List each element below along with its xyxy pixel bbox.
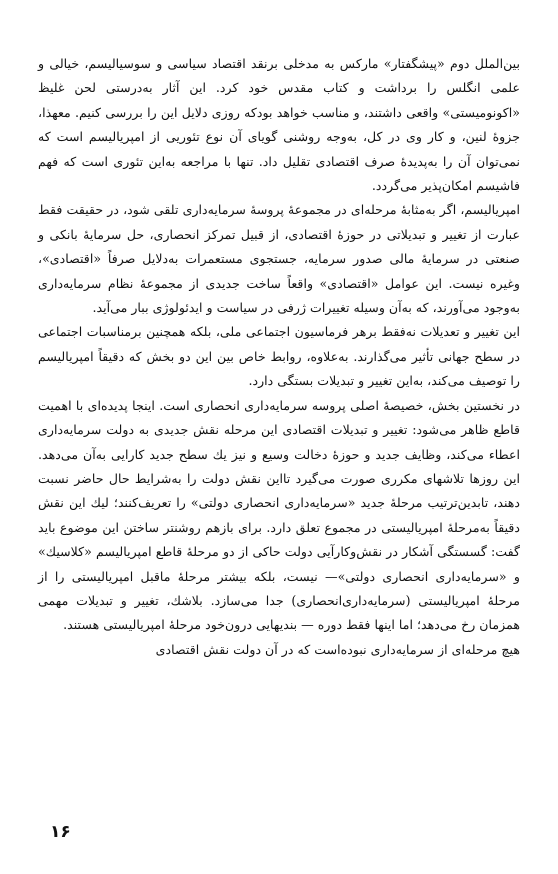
paragraph-2: امپریالیسم، اگر به‌مثابهٔ مرحله‌ای در مجموعهٔ پروسهٔ سرمایه‌داری تلقی شود، در حقیقت فقط عبارت از تغییر و تبدیلاتی در حوزهٔ اقتصادی، از قبیل تمرکز انحصاری، حل سرمایهٔ بانکی و صنعتی در سرمایهٔ مالی صدور سرمایه، جستجوی مستعمرات به‌دلایل صرفاً «اقتصادی»، وغیره نیست. این عوامل «اقتصادی» واقعاً ساخت جدیدی از مجموعهٔ نظام سرمایه‌داری به‌وجود می‌آورند، که به‌آن وسیله تغییرات ژرفی در سیاست و ایدئولوژی ببار می‌آید. [38,202,520,316]
paragraph-4: در نخستین بخش، خصیصهٔ اصلی پروسه سرمایه‌داری انحصاری است. اینجا پدیده‌ای با اهمیت قاطع ظاهر می‌شود: تغییر و تبدیلات اقتصادی این مرحله نقش جدیدی به دولت سرمایه‌داری اعطاء می‌کند، وظایف جدید و حوزهٔ دخالت وسیع و نیز یك سطح جدید کارایی به‌آن می‌دهد. این روزها تلاشهای مکرری صورت می‌گیرد تااین نقش دولت را به‌شرایط حال حاضر نسبت دهند، تابدین‌ترتیب مرحلهٔ جدید «سرمایه‌داری انحصاری دولتی» را تعریف‌کنند؛ لیك این نقش دقیقاً به‌مرحلهٔ امپریالیستی در مجموع تعلق دارد. برای بازهم روشنتر ساختن این موضوع باید گفت: گسستگی آشکار در نقش‌وکارآیی دولت حاکی از دو مرحلهٔ قاطع امپریالیسم «کلاسیك» و «سرمایه‌داری انحصاری دولتی»— نیست، بلکه بیشتر مرحلهٔ ماقبل امپریالیستی را از مرحلهٔ امپریالیستی (سرمایه‌داری‌انحصاری) جدا می‌سازد. بلاشك، تغییر و تبدیلات مهمی همزمان رخ می‌دهد؛ اما اینها فقط دوره — بندیهایی درون‌خود مرحلهٔ امپریالیستی هستند. [38,397,520,633]
paragraph-3: این تغییر و تعدیلات نه‌فقط برهر فرماسیون اجتماعی ملی، بلکه همچنین برمناسبات اجتماعی در سطح جهانی تأثیر می‌گذارند. به‌علاوه، روابط خاص بین این دو بخش که دقیقاً امپریالیسم را توصیف می‌کند، به‌این تغییر و تبدیلات بستگی دارد. [38,324,520,389]
paragraph-1: بین‌الملل دوم «پیشگفتار» مارکس به مدخلی برنقد اقتصاد سیاسی و سوسیالیسم، خیالی و علمی انگلس را برداشت و کتاب مقدس خود کرد. این آثار به‌درستی لحن غلیظ «اکونومیستی» واقعی داشتند، و مناسب خواهد بودکه روزی دلایل این را بررسی کنیم. معهذا، جزوهٔ لنین، و کار وی در کل، به‌وجه روشنی گویای آن نوع تئوریی از امپریالیسم است که نمی‌توان آن را به‌پدیدهٔ صرف اقتصادی تقلیل داد. تنها با مراجعه به‌این تئوری است که فهم فاشیسم امکان‌پذیر می‌گردد. [38,56,520,194]
page-number: ۱۶ [50,822,71,842]
page-body [38,52,520,662]
paragraph-5: هیچ مرحله‌ای از سرمایه‌داری نبوده‌است که در آن دولت نقش اقتصادی [155,641,520,657]
